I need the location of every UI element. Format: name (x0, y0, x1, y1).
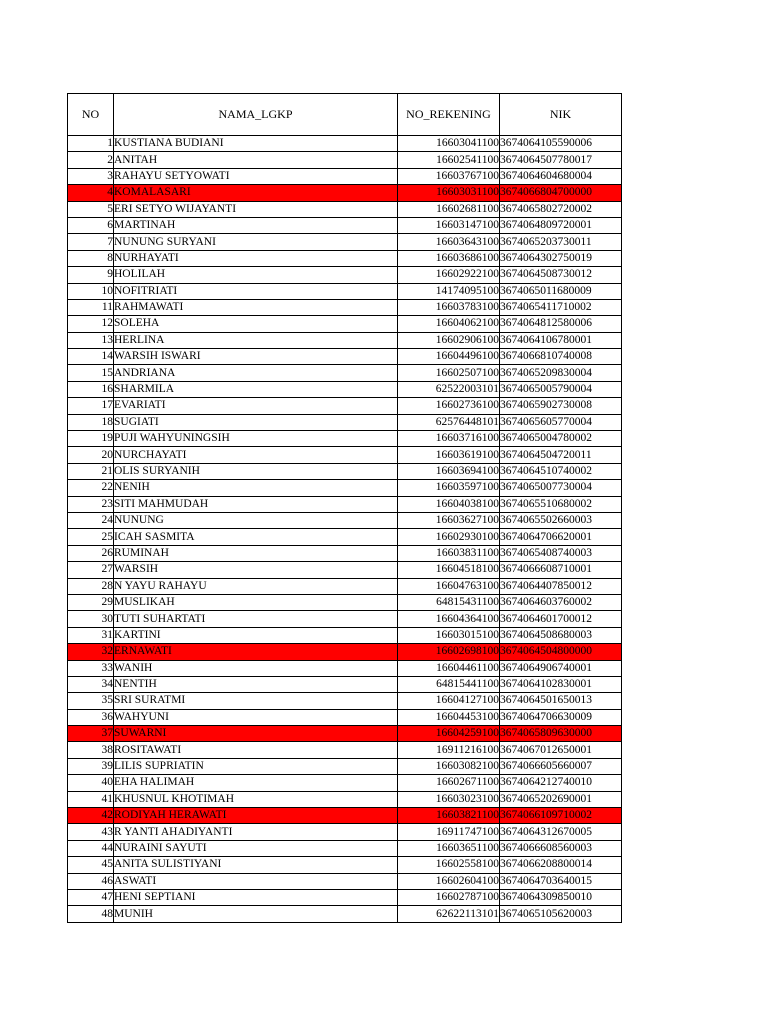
account-number-cell: 16604364100 (398, 611, 500, 627)
name-cell: WANIH (114, 660, 398, 676)
table-row (68, 758, 622, 774)
name-cell: NURAINI SAYUTI (114, 840, 398, 856)
account-number-cell: 16602681100 (398, 201, 500, 217)
table-row-highlighted (68, 185, 622, 201)
name-cell: WAHYUNI (114, 709, 398, 725)
name-cell: NOFITRIATI (114, 283, 398, 299)
nik-cell: 3674064706630009 (500, 709, 622, 725)
table-row (68, 562, 622, 578)
beneficiary-table (67, 93, 622, 923)
row-number-cell: 46 (68, 873, 114, 889)
nik-cell: 3674064812580006 (500, 316, 622, 332)
table-row (68, 414, 622, 430)
row-number-cell: 5 (68, 201, 114, 217)
nik-cell: 3674066605660007 (500, 758, 622, 774)
table-row (68, 381, 622, 397)
name-cell: SUWARNI (114, 726, 398, 742)
name-cell: ERNAWATI (114, 644, 398, 660)
account-number-cell: 16603767100 (398, 168, 500, 184)
table-row (68, 709, 622, 725)
account-number-cell: 64815441100 (398, 676, 500, 692)
account-number-cell: 16602698100 (398, 644, 500, 660)
table-row (68, 234, 622, 250)
row-number-cell: 7 (68, 234, 114, 250)
table-row (68, 742, 622, 758)
account-number-cell: 16603147100 (398, 217, 500, 233)
table-row (68, 365, 622, 381)
nik-cell: 3674066608560003 (500, 840, 622, 856)
name-cell: MUSLIKAH (114, 594, 398, 610)
account-number-cell: 16603694100 (398, 463, 500, 479)
table-row (68, 627, 622, 643)
name-cell: TUTI SUHARTATI (114, 611, 398, 627)
name-cell: RUMINAH (114, 545, 398, 561)
row-number-cell: 45 (68, 857, 114, 873)
nik-cell: 3674065605770004 (500, 414, 622, 430)
nik-cell: 3674064105590006 (500, 136, 622, 152)
name-cell: ASWATI (114, 873, 398, 889)
name-cell: HENI SEPTIANI (114, 889, 398, 905)
name-cell: NUNUNG (114, 512, 398, 528)
nik-cell: 3674064604680004 (500, 168, 622, 184)
table-row (68, 398, 622, 414)
name-cell: R YANTI AHADIYANTI (114, 824, 398, 840)
table-row (68, 168, 622, 184)
account-number-cell: 16602930100 (398, 529, 500, 545)
account-number-cell: 16602906100 (398, 332, 500, 348)
name-cell: RAHAYU SETYOWATI (114, 168, 398, 184)
account-number-cell: 14174095100 (398, 283, 500, 299)
table-row (68, 873, 622, 889)
header-no: NO (68, 94, 114, 136)
account-number-cell: 16604038100 (398, 496, 500, 512)
nik-cell: 3674065902730008 (500, 398, 622, 414)
row-number-cell: 36 (68, 709, 114, 725)
table-row (68, 660, 622, 676)
name-cell: KHUSNUL KHOTIMAH (114, 791, 398, 807)
nik-cell: 3674065809630000 (500, 726, 622, 742)
table-row (68, 889, 622, 905)
name-cell: NENTIH (114, 676, 398, 692)
account-number-cell: 16603686100 (398, 250, 500, 266)
row-number-cell: 20 (68, 447, 114, 463)
name-cell: KOMALASARI (114, 185, 398, 201)
nik-cell: 3674064603760002 (500, 594, 622, 610)
nik-cell: 3674064703640015 (500, 873, 622, 889)
nik-cell: 3674064501650013 (500, 693, 622, 709)
row-number-cell: 15 (68, 365, 114, 381)
account-number-cell: 16911216100 (398, 742, 500, 758)
nik-cell: 3674064809720001 (500, 217, 622, 233)
row-number-cell: 31 (68, 627, 114, 643)
account-number-cell: 16604127100 (398, 693, 500, 709)
nik-cell: 3674066804700000 (500, 185, 622, 201)
table-row (68, 299, 622, 315)
table-row (68, 447, 622, 463)
row-number-cell: 16 (68, 381, 114, 397)
name-cell: NURHAYATI (114, 250, 398, 266)
nik-cell: 3674065502660003 (500, 512, 622, 528)
row-number-cell: 28 (68, 578, 114, 594)
nik-cell: 3674065411710002 (500, 299, 622, 315)
name-cell: MUNIH (114, 906, 398, 922)
row-number-cell: 12 (68, 316, 114, 332)
table-row (68, 611, 622, 627)
row-number-cell: 22 (68, 480, 114, 496)
table-row (68, 201, 622, 217)
account-number-cell: 16911747100 (398, 824, 500, 840)
account-number-cell: 16602558100 (398, 857, 500, 873)
name-cell: WARSIH ISWARI (114, 349, 398, 365)
nik-cell: 3674064508730012 (500, 267, 622, 283)
nik-cell: 3674065007730004 (500, 480, 622, 496)
row-number-cell: 32 (68, 644, 114, 660)
table-row (68, 217, 622, 233)
row-number-cell: 1 (68, 136, 114, 152)
name-cell: ERI SETYO WIJAYANTI (114, 201, 398, 217)
nik-cell: 3674064407850012 (500, 578, 622, 594)
row-number-cell: 23 (68, 496, 114, 512)
row-number-cell: 48 (68, 906, 114, 922)
nik-cell: 3674067012650001 (500, 742, 622, 758)
nik-cell: 3674065203730011 (500, 234, 622, 250)
nik-cell: 3674066608710001 (500, 562, 622, 578)
name-cell: SHARMILA (114, 381, 398, 397)
account-number-cell: 16604461100 (398, 660, 500, 676)
account-number-cell: 16603783100 (398, 299, 500, 315)
nik-cell: 3674065011680009 (500, 283, 622, 299)
row-number-cell: 42 (68, 808, 114, 824)
table-row (68, 349, 622, 365)
row-number-cell: 33 (68, 660, 114, 676)
nik-cell: 3674064302750019 (500, 250, 622, 266)
name-cell: ANITA SULISTIYANI (114, 857, 398, 873)
table-row (68, 857, 622, 873)
row-number-cell: 17 (68, 398, 114, 414)
header-rekening: NO_REKENING (398, 94, 500, 136)
account-number-cell: 16603619100 (398, 447, 500, 463)
table-row (68, 529, 622, 545)
nik-cell: 3674065005790004 (500, 381, 622, 397)
name-cell: SOLEHA (114, 316, 398, 332)
row-number-cell: 9 (68, 267, 114, 283)
name-cell: OLIS SURYANIH (114, 463, 398, 479)
nik-cell: 3674064601700012 (500, 611, 622, 627)
row-number-cell: 13 (68, 332, 114, 348)
row-number-cell: 29 (68, 594, 114, 610)
nik-cell: 3674065408740003 (500, 545, 622, 561)
table-row (68, 693, 622, 709)
table-row (68, 578, 622, 594)
account-number-cell: 16604453100 (398, 709, 500, 725)
name-cell: SRI SURATMI (114, 693, 398, 709)
name-cell: NURCHAYATI (114, 447, 398, 463)
nik-cell: 3674064309850010 (500, 889, 622, 905)
account-number-cell: 16602736100 (398, 398, 500, 414)
name-cell: EVARIATI (114, 398, 398, 414)
row-number-cell: 35 (68, 693, 114, 709)
nik-cell: 3674064312670005 (500, 824, 622, 840)
table-row (68, 791, 622, 807)
account-number-cell: 16603023100 (398, 791, 500, 807)
account-number-cell: 62576448101 (398, 414, 500, 430)
nik-cell: 3674065202690001 (500, 791, 622, 807)
nik-cell: 3674064212740010 (500, 775, 622, 791)
name-cell: RAHMAWATI (114, 299, 398, 315)
nik-cell: 3674064510740002 (500, 463, 622, 479)
row-number-cell: 10 (68, 283, 114, 299)
row-number-cell: 11 (68, 299, 114, 315)
name-cell: SUGIATI (114, 414, 398, 430)
account-number-cell: 16604062100 (398, 316, 500, 332)
row-number-cell: 30 (68, 611, 114, 627)
nik-cell: 3674064504800000 (500, 644, 622, 660)
name-cell: SITI MAHMUDAH (114, 496, 398, 512)
row-number-cell: 41 (68, 791, 114, 807)
nik-cell: 3674064106780001 (500, 332, 622, 348)
nik-cell: 3674064504720011 (500, 447, 622, 463)
table-row (68, 775, 622, 791)
account-number-cell: 16603597100 (398, 480, 500, 496)
row-number-cell: 27 (68, 562, 114, 578)
header-nik: NIK (500, 94, 622, 136)
nik-cell: 3674065802720002 (500, 201, 622, 217)
account-number-cell: 62622113101 (398, 906, 500, 922)
name-cell: LILIS SUPRIATIN (114, 758, 398, 774)
table-row (68, 136, 622, 152)
nik-cell: 3674064706620001 (500, 529, 622, 545)
row-number-cell: 4 (68, 185, 114, 201)
nik-cell: 3674065510680002 (500, 496, 622, 512)
table-row (68, 840, 622, 856)
nik-cell: 3674064906740001 (500, 660, 622, 676)
name-cell: ROSITAWATI (114, 742, 398, 758)
account-number-cell: 16603041100 (398, 136, 500, 152)
header-nama: NAMA_LGKP (114, 94, 398, 136)
nik-cell: 3674064507780017 (500, 152, 622, 168)
row-number-cell: 34 (68, 676, 114, 692)
row-number-cell: 25 (68, 529, 114, 545)
table-row (68, 332, 622, 348)
account-number-cell: 16602604100 (398, 873, 500, 889)
name-cell: ANDRIANA (114, 365, 398, 381)
account-number-cell: 16603643100 (398, 234, 500, 250)
row-number-cell: 18 (68, 414, 114, 430)
row-number-cell: 37 (68, 726, 114, 742)
name-cell: KARTINI (114, 627, 398, 643)
table-row (68, 496, 622, 512)
name-cell: KUSTIANA BUDIANI (114, 136, 398, 152)
name-cell: MARTINAH (114, 217, 398, 233)
row-number-cell: 44 (68, 840, 114, 856)
row-number-cell: 21 (68, 463, 114, 479)
name-cell: NUNUNG SURYANI (114, 234, 398, 250)
nik-cell: 3674065209830004 (500, 365, 622, 381)
account-number-cell: 16602787100 (398, 889, 500, 905)
table-row (68, 594, 622, 610)
table-row (68, 824, 622, 840)
name-cell: NENIH (114, 480, 398, 496)
row-number-cell: 8 (68, 250, 114, 266)
nik-cell: 3674065105620003 (500, 906, 622, 922)
account-number-cell: 64815431100 (398, 594, 500, 610)
table-row (68, 316, 622, 332)
account-number-cell: 16602541100 (398, 152, 500, 168)
name-cell: ANITAH (114, 152, 398, 168)
account-number-cell: 16603716100 (398, 431, 500, 447)
account-number-cell: 16603627100 (398, 512, 500, 528)
nik-cell: 3674066810740008 (500, 349, 622, 365)
account-number-cell: 62522003101 (398, 381, 500, 397)
account-number-cell: 16602922100 (398, 267, 500, 283)
name-cell: N YAYU RAHAYU (114, 578, 398, 594)
name-cell: PUJI WAHYUNINGSIH (114, 431, 398, 447)
row-number-cell: 14 (68, 349, 114, 365)
name-cell: HOLILAH (114, 267, 398, 283)
nik-cell: 3674066208800014 (500, 857, 622, 873)
table-row (68, 906, 622, 922)
row-number-cell: 43 (68, 824, 114, 840)
table-row (68, 283, 622, 299)
row-number-cell: 47 (68, 889, 114, 905)
account-number-cell: 16603031100 (398, 185, 500, 201)
table-row (68, 152, 622, 168)
row-number-cell: 2 (68, 152, 114, 168)
row-number-cell: 39 (68, 758, 114, 774)
account-number-cell: 16604496100 (398, 349, 500, 365)
nik-cell: 3674066109710002 (500, 808, 622, 824)
name-cell: HERLINA (114, 332, 398, 348)
table-row (68, 250, 622, 266)
table-row (68, 545, 622, 561)
account-number-cell: 16604763100 (398, 578, 500, 594)
row-number-cell: 19 (68, 431, 114, 447)
name-cell: EHA HALIMAH (114, 775, 398, 791)
row-number-cell: 24 (68, 512, 114, 528)
name-cell: ICAH SASMITA (114, 529, 398, 545)
nik-cell: 3674064102830001 (500, 676, 622, 692)
row-number-cell: 40 (68, 775, 114, 791)
table-row-highlighted (68, 644, 622, 660)
row-number-cell: 3 (68, 168, 114, 184)
table-row (68, 512, 622, 528)
account-number-cell: 16603831100 (398, 545, 500, 561)
row-number-cell: 38 (68, 742, 114, 758)
table-row (68, 267, 622, 283)
name-cell: RODIYAH HERAWATI (114, 808, 398, 824)
nik-cell: 3674065004780002 (500, 431, 622, 447)
nik-cell: 3674064508680003 (500, 627, 622, 643)
table-row (68, 431, 622, 447)
account-number-cell: 16602507100 (398, 365, 500, 381)
row-number-cell: 6 (68, 217, 114, 233)
header-row (68, 94, 622, 136)
table-row (68, 676, 622, 692)
row-number-cell: 26 (68, 545, 114, 561)
account-number-cell: 16604259100 (398, 726, 500, 742)
table-row-highlighted (68, 726, 622, 742)
table-row (68, 463, 622, 479)
name-cell: WARSIH (114, 562, 398, 578)
account-number-cell: 16604518100 (398, 562, 500, 578)
table-row (68, 480, 622, 496)
account-number-cell: 16602671100 (398, 775, 500, 791)
account-number-cell: 16603651100 (398, 840, 500, 856)
account-number-cell: 16603821100 (398, 808, 500, 824)
account-number-cell: 16603015100 (398, 627, 500, 643)
table-row-highlighted (68, 808, 622, 824)
account-number-cell: 16603082100 (398, 758, 500, 774)
